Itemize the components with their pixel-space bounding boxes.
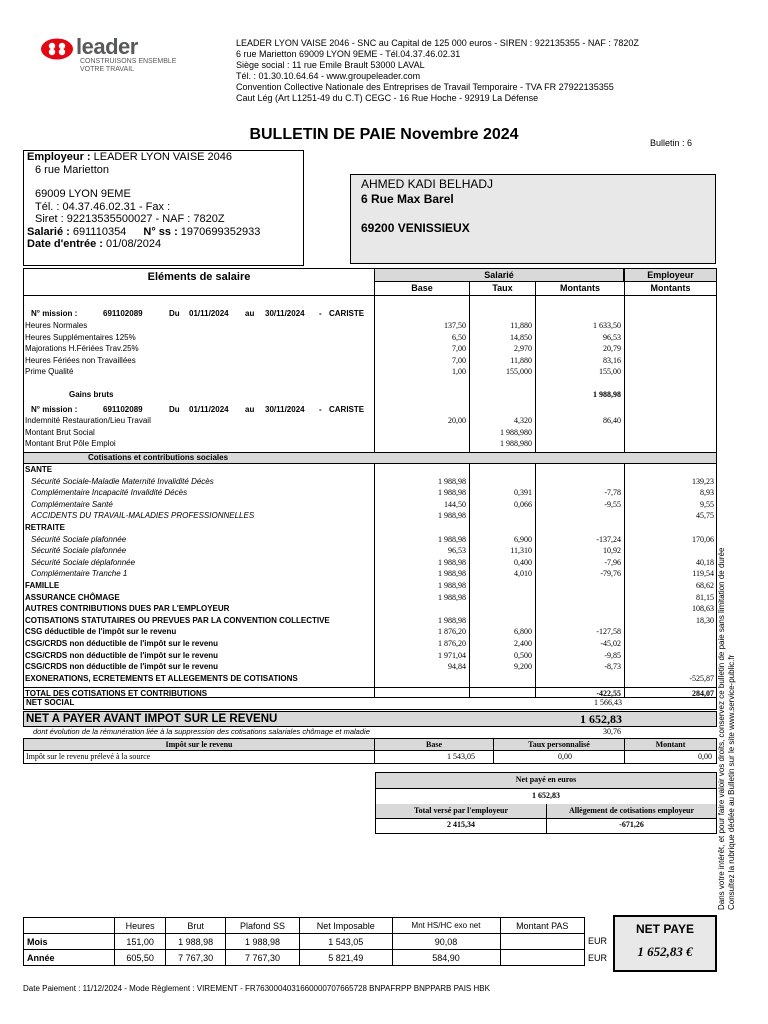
row-emp: 8,93	[700, 488, 714, 498]
payslip-table	[23, 268, 717, 698]
cumul-row-annee: Année 605,50 7 767,30 7 767,30 5 821,49 584,90	[24, 950, 585, 966]
header-base: Base	[374, 281, 470, 296]
row-montant: -127,58	[596, 627, 621, 637]
unit-mois: EUR	[588, 936, 608, 946]
row-label: Sécurité Sociale-Maladie Maternité Invalidité Décès	[31, 476, 214, 486]
row-base: 1 988,98	[438, 476, 466, 486]
row-montant: 1 633,50	[593, 321, 621, 330]
table-row	[23, 580, 717, 591]
row-taux: 4,010	[514, 569, 532, 579]
row-taux: 9,200	[514, 662, 532, 672]
row-emp: -525,87	[689, 673, 714, 683]
side-notice: Dans votre intérêt, et pour faire valoir vos droits, conservez ce bulletin de paie sans limitation de durée Consultez la rubrique dédiée au Bulletin sur le site www.service-public.fr	[717, 547, 736, 910]
table-row	[23, 366, 717, 377]
row-montant: 155,00	[599, 367, 621, 376]
row-base: 1 971,04	[438, 650, 466, 660]
row-montant: -9,55	[604, 499, 621, 509]
row-emp: 108,63	[692, 604, 714, 614]
table-row	[23, 415, 717, 426]
table-row	[23, 343, 717, 354]
table-row	[23, 534, 717, 545]
row-taux: 0,400	[514, 557, 532, 567]
row-base: 1 988,98	[438, 511, 466, 521]
row-base: 94,84	[448, 662, 466, 672]
row-montant: -137,24	[596, 534, 621, 544]
row-taux: 0,500	[514, 650, 532, 660]
table-row	[23, 650, 717, 661]
net-paye-box: NET PAYE 1 652,83 €	[613, 915, 717, 972]
table-row	[23, 557, 717, 568]
row-taux: 6,900	[514, 534, 532, 544]
row-montant: 83,16	[603, 355, 621, 365]
gains-bruts-row: Gains bruts 1 988,98	[69, 390, 621, 399]
row-emp: 119,54	[692, 569, 714, 579]
table-row	[23, 522, 717, 533]
header-elements: Eléments de salaire	[23, 268, 375, 296]
row-taux: 2,400	[514, 639, 532, 648]
row-label: Sécurité Sociale déplafonnée	[31, 557, 136, 567]
net-avant-impot-row: NET A PAYER AVANT IMPOT SUR LE REVENU 1 652,83	[23, 711, 717, 727]
row-label: CSG/CRDS non déductible de l'impôt sur le revenu	[25, 650, 219, 660]
row-taux: 1 988,980	[500, 427, 532, 437]
mission-line-2: N° mission : 691102089 Du 01/11/2024 au 30/11/2024 - CARISTE	[31, 405, 365, 414]
row-label: Sécurité Sociale plafonnée	[31, 534, 127, 544]
row-label: Heures Normales	[25, 321, 88, 330]
row-label: RETRAITE	[25, 523, 65, 532]
row-base: 1 876,20	[438, 639, 466, 648]
row-base: 7,00	[452, 355, 466, 365]
row-label: SANTE	[25, 465, 53, 474]
table-row	[23, 332, 717, 343]
row-montant: -79,76	[600, 569, 621, 579]
row-base: 1 988,98	[438, 581, 466, 590]
row-montant: -7,78	[604, 488, 621, 498]
row-label: ACCIDENTS DU TRAVAIL-MALADIES PROFESSIONNELLES	[31, 511, 255, 521]
row-label: Heures Fériées non Travaillées	[25, 355, 136, 365]
row-label: FAMILLE	[25, 581, 60, 590]
row-label: COTISATIONS STATUTAIRES OU PREVUES PAR LA CONVENTION COLLECTIVE	[25, 615, 330, 625]
row-base: 1 988,98	[438, 488, 466, 498]
row-label: Montant Brut Social	[25, 427, 95, 437]
row-base: 137,50	[444, 321, 466, 330]
table-row	[23, 673, 717, 684]
row-base: 7,00	[452, 344, 466, 353]
row-emp: 68,62	[696, 581, 714, 590]
row-emp: 40,18	[696, 557, 714, 567]
row-emp: 9,55	[700, 499, 714, 509]
row-montant: -45,02	[600, 639, 621, 648]
row-base: 1 988,98	[438, 569, 466, 579]
row-base: 1 876,20	[438, 627, 466, 637]
header-taux: Taux	[469, 281, 536, 296]
logo-tagline: CONSTRUISONS ENSEMBLE VOTRE TRAVAIL	[80, 58, 177, 73]
row-montant: -7,96	[604, 557, 621, 567]
employer-box: Employeur : LEADER LYON VAISE 2046 6 rue Marietton 69009 LYON 9EME Tél. : 04.37.46.02.31 - Fax : Siret : 92213535500027 - NAF : 7820Z Salarié : 691110354 N° ss : 1970699352933 Date d'entrée : 01/08/2024	[23, 150, 304, 266]
row-base: 1 988,98	[438, 592, 466, 602]
row-taux: 1 988,980	[500, 439, 532, 448]
row-label: Indemnité Restauration/Lieu Travail	[25, 416, 151, 425]
row-base: 96,53	[448, 546, 466, 556]
net-social-row: NET SOCIAL 1 566,43	[23, 698, 717, 710]
row-montant: 10,92	[603, 546, 621, 556]
row-montant: -8,73	[604, 662, 621, 672]
net-euros-box: Net payé en euros 1 652,83 Total versé par l'employeur Allègement de cotisations employeur 2 415,34 -671,26	[375, 772, 717, 834]
row-label: Complémentaire Santé	[31, 499, 113, 509]
logo-wordmark: leader	[76, 34, 138, 59]
header-employeur: Employeur	[624, 268, 717, 282]
table-row	[23, 661, 717, 672]
row-taux: 11,310	[510, 546, 532, 556]
row-label: CSG déductible de l'impôt sur le revenu	[25, 627, 177, 637]
row-label: Prime Qualité	[25, 367, 74, 376]
row-montant: -9,85	[604, 650, 621, 660]
row-taux: 14,850	[510, 332, 532, 342]
company-info: LEADER LYON VAISE 2046 - SNC au Capital de 125 000 euros - SIREN : 922135355 - NAF : 7820Z 6 rue Marietton 69009 LYON 9EME - Tél.04.37.46.02.31 Siège social : 11 rue Emile Brault 53000 LAVAL Tél. : 01.30.10.64.64 - www.groupeleader.com Convention Collective Nationale des Entreprises de Travail Temporaire - TVA FR 27922135355 Caut Lég (Art L1251-49 du C.T) CEGC - 16 Rue Hoche - 92919 La Défense	[236, 38, 639, 103]
row-emp: 18,30	[696, 615, 714, 625]
row-label: CSG/CRDS non déductible de l'impôt sur le revenu	[25, 639, 219, 648]
row-base: 1,00	[452, 367, 466, 376]
row-label: CSG/CRDS non déductible de l'impôt sur le revenu	[25, 662, 219, 672]
row-montant: 86,40	[603, 416, 621, 425]
payment-footer: Date Paiement : 11/12/2024 - Mode Règlement : VIREMENT - FR7630004031660000707665728 BNPAFRPP BNPPARB PAIS HBK	[23, 984, 490, 993]
bulletin-number: Bulletin : 6	[650, 138, 693, 148]
row-label: EXONERATIONS, ECRETEMENTS ET ALLEGEMENTS DE COTISATIONS	[25, 673, 298, 683]
row-base: 1 988,98	[438, 615, 466, 625]
row-taux: 155,000	[506, 367, 532, 376]
row-emp: 139,23	[692, 476, 714, 486]
table-row	[23, 427, 717, 438]
row-label: Majorations H.Fériées Trav.25%	[25, 344, 139, 353]
table-row	[23, 355, 717, 366]
row-base: 20,00	[448, 416, 466, 425]
table-row	[23, 476, 717, 487]
row-base: 1 988,98	[438, 534, 466, 544]
row-label: Complémentaire Incapacité Invalidité Décès	[31, 488, 188, 498]
row-taux: 6,800	[514, 627, 532, 637]
row-taux: 4,320	[514, 416, 532, 425]
table-row	[23, 464, 717, 475]
header-montants-employeur: Montants	[624, 281, 717, 296]
cumul-table: Heures Brut Plafond SS Net Imposable Mnt HS/HC exo net Montant PAS Mois 151,00 1 988,98 1 988,98 1 543,05 90,08 Année 605,50 7 767,30 7 767,30 5 821,49 584,90	[23, 917, 585, 966]
row-label: Sécurité Sociale plafonnée	[31, 546, 127, 556]
table-row	[23, 320, 717, 331]
table-row	[23, 592, 717, 603]
cumul-row-mois: Mois 151,00 1 988,98 1 988,98 1 543,05 90,08	[24, 934, 585, 950]
row-montant: 96,53	[603, 332, 621, 342]
header-salarie: Salarié	[374, 268, 624, 282]
row-label: AUTRES CONTRIBUTIONS DUES PAR L'EMPLOYEUR	[25, 604, 230, 614]
row-taux: 11,880	[510, 355, 532, 365]
row-label: Montant Brut Pôle Emploi	[25, 439, 116, 448]
row-taux: 11,880	[510, 321, 532, 330]
table-row	[23, 568, 717, 579]
table-row	[23, 615, 717, 626]
table-row	[23, 603, 717, 614]
row-label: ASSURANCE CHÔMAGE	[25, 592, 120, 602]
row-emp: 170,06	[692, 534, 714, 544]
row-montant: 20,79	[603, 344, 621, 353]
impot-table: Impôt sur le revenu Base Taux personnalisé Montant Impôt sur le revenu prélevé à la source 1 543,05 0,00 0,00	[23, 738, 717, 766]
table-row	[23, 545, 717, 556]
row-base: 144,50	[444, 499, 466, 509]
row-taux: 2,970	[514, 344, 532, 353]
table-row	[23, 626, 717, 637]
total-cotisations-row: TOTAL DES COTISATIONS ET CONTRIBUTIONS -422,55 284,07	[25, 689, 714, 698]
header-montants: Montants	[535, 281, 625, 296]
mission-line: N° mission : 691102089 Du 01/11/2024 au 30/11/2024 - CARISTE	[31, 309, 365, 318]
employee-address-box: AHMED KADI BELHADJ 6 Rue Max Barel 69200 VENISSIEUX	[350, 174, 716, 264]
document-title: BULLETIN DE PAIE Novembre 2024	[249, 126, 519, 143]
table-row	[23, 499, 717, 510]
table-row	[23, 510, 717, 521]
unit-annee: EUR	[588, 953, 608, 963]
row-label: Complémentaire Tranche 1	[31, 569, 128, 579]
leader-logo-icon	[40, 38, 74, 60]
evolution-row: dont évolution de la rémunération liée à la suppression des cotisations salariales chômage et maladie 30,76	[33, 727, 621, 736]
row-taux: 0,391	[514, 488, 532, 498]
row-label: Heures Supplémentaires 125%	[25, 332, 136, 342]
row-base: 1 988,98	[438, 557, 466, 567]
table-row	[23, 487, 717, 498]
row-emp: 81,15	[696, 592, 714, 602]
row-emp: 45,75	[696, 511, 714, 521]
row-base: 6,50	[452, 332, 466, 342]
table-row	[23, 438, 717, 449]
row-taux: 0,066	[514, 499, 532, 509]
table-row	[23, 638, 717, 649]
cotisations-header: Cotisations et contributions sociales	[23, 452, 717, 464]
